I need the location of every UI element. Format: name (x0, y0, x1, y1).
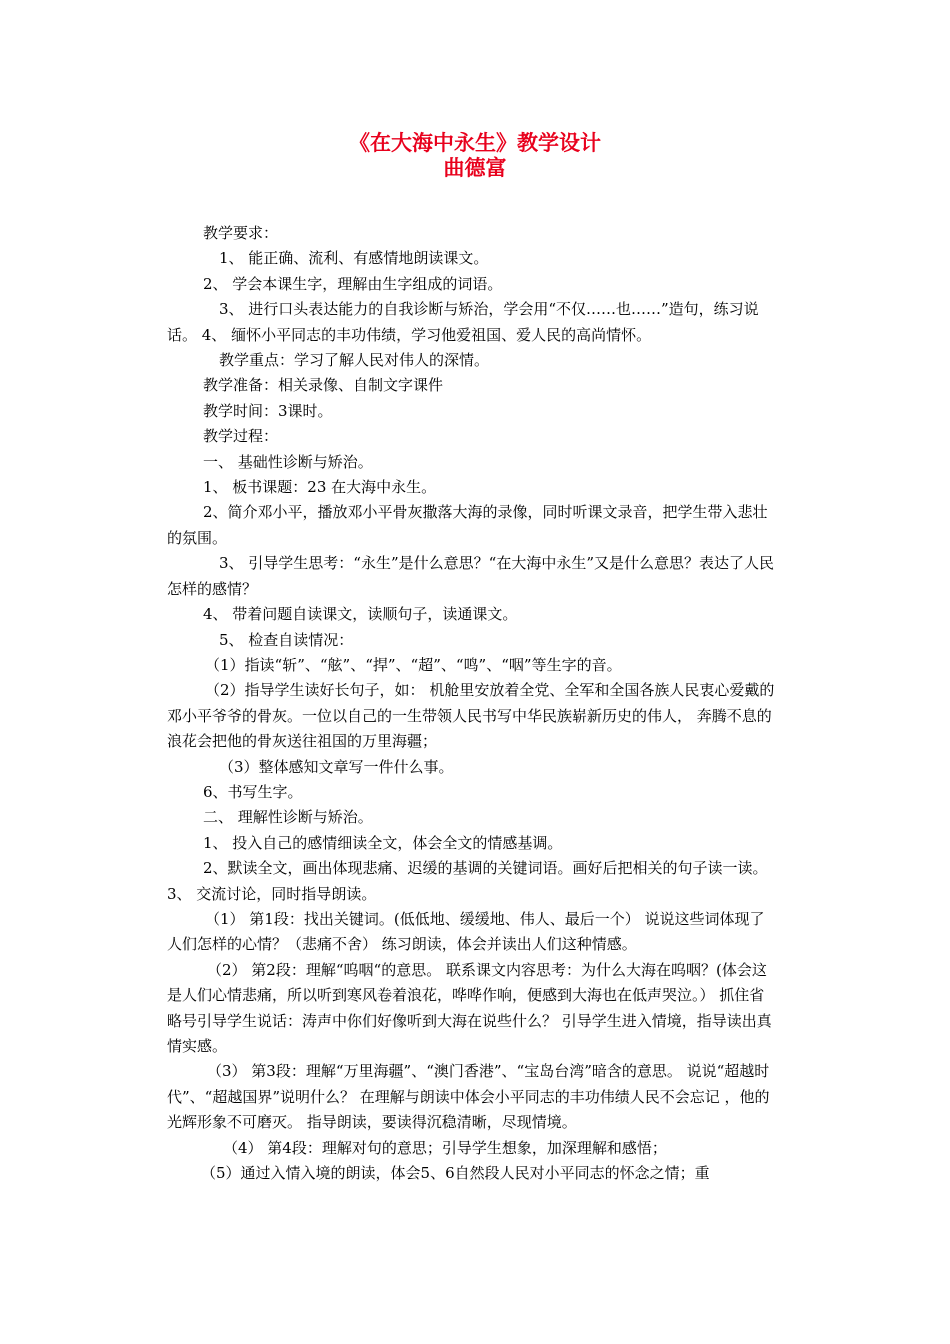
paragraph: （3）整体感知文章写一件什么事。 (219, 757, 454, 776)
paragraph: 2、默读全文，画出体现悲痛、迟缓的基调的关键词语。画好后把相关的句子读一读。 3、 交流讨论，同时指导朗读。 (167, 859, 768, 903)
document-author: 曲德富 (443, 155, 507, 180)
paragraph: 教学过程： (203, 427, 279, 446)
paragraph: （2） 第2段：理解“呜咽“的意思。 联系课文内容思考：为什么大海在呜咽？(体会这是人们心情悲痛，所以听到寒风卷着浪花，哗哗作响，便感到大海也在低声哭泣。） 抓住省略号引导学生说话：涛声中你们好像听到大海在说些什么？ 引导学生进入情境，指导读出真情实感。 (167, 960, 772, 1055)
paragraph: （5）通过入情入境的朗读，体会5、6自然段人民对小平同志的怀念之情；重 (201, 1164, 710, 1183)
paragraph: 3、 引导学生思考：“永生”是什么意思？“在大海中永生”又是什么意思？表达了人民怎样的感情？ (167, 554, 774, 598)
document-title: 《在大海中永生》教学设计 (349, 130, 601, 155)
document-body (167, 221, 777, 1186)
paragraph: 4、 带着问题自读课文，读顺句子，读通课文。 (203, 605, 518, 624)
paragraph: 1、 投入自己的感情细读全文，体会全文的情感基调。 (203, 833, 563, 852)
paragraph: （1） 第1段：找出关键词。(低低地、缓缓地、伟人、最后一个） 说说这些词体现了人们怎样的心情？（悲痛不舍） 练习朗读，体会并读出人们这种情感。 (167, 909, 765, 954)
paragraph: 2、简介邓小平，播放邓小平骨灰撒落大海的录像，同时听课文录音，把学生带入悲壮的氛围。 (167, 503, 768, 547)
paragraph: 1、 能正确、流利、有感情地朗读课文。 (219, 249, 489, 268)
paragraph: 教学时间：3课时。 (203, 401, 333, 420)
paragraph: 二、 理解性诊断与矫治。 (203, 808, 373, 827)
paragraph: 一、 基础性诊断与矫治。 (203, 452, 373, 471)
paragraph: 5、 检查自读情况： (219, 630, 354, 649)
paragraph: （4） 第4段：理解对句的意思；引导学生想象，加深理解和感悟； (223, 1138, 667, 1157)
paragraph: （2）指导学生读好长句子，如： 机舱里安放着全党、全军和全国各族人民衷心爱戴的邓小平爷爷的骨灰。一位以自己的一生带领人民书写中华民族崭新历史的伟人， 奔腾不息的浪花会把他的骨灰送往祖国的万里海疆； (167, 681, 775, 751)
paragraph: 教学重点：学习了解人民对伟人的深情。 (219, 351, 490, 370)
paragraph: 3、 进行口头表达能力的自我诊断与矫治，学会用“不仅……也……”造句，练习说话。 4、 缅怀小平同志的丰功伟绩，学习他爱祖国、爱人民的高尚情怀。 (167, 300, 759, 344)
paragraph: 6、书写生字。 (203, 782, 303, 801)
paragraph: 2、 学会本课生字，理解由生字组成的词语。 (203, 274, 503, 293)
paragraph: 教学要求： (203, 224, 279, 242)
paragraph: （3） 第3段：理解“万里海疆”、“澳门香港”、“宝岛台湾”暗含的意思。 说说“超越时代”、“超越国界”说明什么？ 在理解与朗读中体会小平同志的丰功伟绩人民不会忘记 ，他的光辉形象不可磨灭。 指导朗读，要读得沉稳清晰，尽现情境。 (167, 1062, 770, 1132)
paragraph: （1）指读“斩”、“舷”、“捍”、“超”、“鸣”、“咽”等生字的音。 (205, 655, 622, 674)
paragraph: 1、 板书课题：23 在大海中永生。 (203, 478, 437, 497)
paragraph: 教学准备：相关录像、自制文字课件 (203, 376, 444, 395)
